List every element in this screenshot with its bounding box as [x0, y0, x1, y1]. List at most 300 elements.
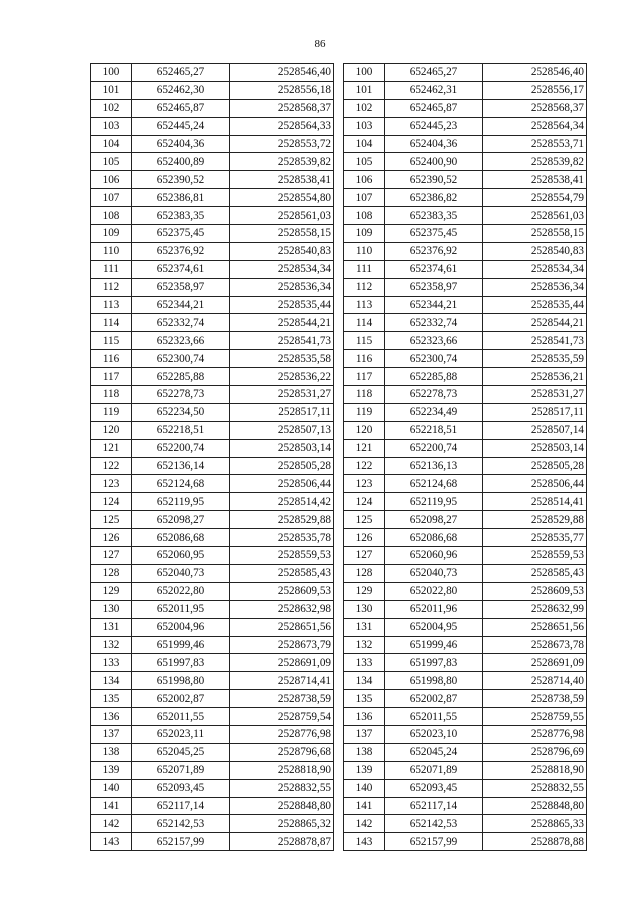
point-number-cell: 121 — [344, 439, 385, 457]
point-number-cell: 129 — [344, 582, 385, 600]
table-row — [344, 117, 587, 135]
x-coordinate-cell: 652086,68 — [385, 529, 483, 547]
x-coordinate-cell: 652462,31 — [385, 81, 483, 99]
point-number-cell: 139 — [344, 761, 385, 779]
y-coordinate-cell: 2528541,73 — [230, 332, 334, 350]
table-row — [91, 511, 334, 529]
y-coordinate-cell: 2528564,33 — [230, 117, 334, 135]
point-number-cell: 122 — [344, 457, 385, 475]
y-coordinate-cell: 2528796,68 — [230, 743, 334, 761]
x-coordinate-cell: 652400,90 — [385, 153, 483, 171]
x-coordinate-cell: 652093,45 — [132, 779, 230, 797]
y-coordinate-cell: 2528506,44 — [230, 475, 334, 493]
y-coordinate-cell: 2528651,56 — [483, 618, 587, 636]
point-number-cell: 130 — [344, 600, 385, 618]
table-row — [344, 600, 587, 618]
y-coordinate-cell: 2528568,37 — [483, 99, 587, 117]
y-coordinate-cell: 2528832,55 — [483, 779, 587, 797]
y-coordinate-cell: 2528558,15 — [483, 225, 587, 243]
x-coordinate-cell: 652004,95 — [385, 618, 483, 636]
table-row — [344, 439, 587, 457]
table-row — [344, 725, 587, 743]
point-number-cell: 103 — [344, 117, 385, 135]
point-number-cell: 140 — [91, 779, 132, 797]
point-number-cell: 137 — [344, 725, 385, 743]
x-coordinate-cell: 652200,74 — [132, 439, 230, 457]
point-number-cell: 117 — [91, 368, 132, 386]
point-number-cell: 142 — [344, 815, 385, 833]
y-coordinate-cell: 2528832,55 — [230, 779, 334, 797]
y-coordinate-cell: 2528553,72 — [230, 135, 334, 153]
point-number-cell: 119 — [344, 403, 385, 421]
point-number-cell: 101 — [344, 81, 385, 99]
y-coordinate-cell: 2528544,21 — [230, 314, 334, 332]
point-number-cell: 110 — [344, 242, 385, 260]
table-row — [91, 81, 334, 99]
table-row — [91, 439, 334, 457]
x-coordinate-cell: 652445,23 — [385, 117, 483, 135]
point-number-cell: 137 — [91, 725, 132, 743]
point-number-cell: 111 — [91, 260, 132, 278]
y-coordinate-cell: 2528553,71 — [483, 135, 587, 153]
x-coordinate-cell: 652136,13 — [385, 457, 483, 475]
point-number-cell: 108 — [344, 207, 385, 225]
table-row — [91, 475, 334, 493]
y-coordinate-cell: 2528585,43 — [230, 564, 334, 582]
point-number-cell: 126 — [91, 529, 132, 547]
x-coordinate-cell: 652462,30 — [132, 81, 230, 99]
x-coordinate-cell: 652136,14 — [132, 457, 230, 475]
table-row — [344, 457, 587, 475]
point-number-cell: 125 — [344, 511, 385, 529]
point-number-cell: 111 — [344, 260, 385, 278]
x-coordinate-cell: 652285,88 — [385, 368, 483, 386]
table-row — [344, 672, 587, 690]
x-coordinate-cell: 652374,61 — [132, 260, 230, 278]
y-coordinate-cell: 2528738,59 — [230, 690, 334, 708]
x-coordinate-cell: 652022,80 — [132, 582, 230, 600]
y-coordinate-cell: 2528539,82 — [483, 153, 587, 171]
table-row — [91, 117, 334, 135]
y-coordinate-cell: 2528558,15 — [230, 225, 334, 243]
point-number-cell: 102 — [344, 99, 385, 117]
x-coordinate-cell: 652022,80 — [385, 582, 483, 600]
point-number-cell: 107 — [344, 189, 385, 207]
point-number-cell: 141 — [344, 797, 385, 815]
x-coordinate-cell: 652323,66 — [385, 332, 483, 350]
table-row — [91, 708, 334, 726]
x-coordinate-cell: 652465,27 — [132, 64, 230, 82]
table-row — [91, 189, 334, 207]
x-coordinate-cell: 652332,74 — [385, 314, 483, 332]
table-row — [344, 833, 587, 851]
y-coordinate-cell: 2528534,34 — [230, 260, 334, 278]
x-coordinate-cell: 652157,99 — [385, 833, 483, 851]
y-coordinate-cell: 2528507,14 — [483, 421, 587, 439]
point-number-cell: 119 — [91, 403, 132, 421]
y-coordinate-cell: 2528776,98 — [230, 725, 334, 743]
table-row — [91, 278, 334, 296]
x-coordinate-cell: 652445,24 — [132, 117, 230, 135]
y-coordinate-cell: 2528796,69 — [483, 743, 587, 761]
point-number-cell: 100 — [344, 64, 385, 82]
y-coordinate-cell: 2528535,59 — [483, 350, 587, 368]
y-coordinate-cell: 2528673,78 — [483, 636, 587, 654]
y-coordinate-cell: 2528609,53 — [483, 582, 587, 600]
y-coordinate-cell: 2528529,88 — [230, 511, 334, 529]
table-row — [344, 99, 587, 117]
point-number-cell: 106 — [344, 171, 385, 189]
y-coordinate-cell: 2528531,27 — [483, 386, 587, 404]
table-row — [91, 564, 334, 582]
x-coordinate-cell: 652023,11 — [132, 725, 230, 743]
table-row — [91, 242, 334, 260]
point-number-cell: 135 — [91, 690, 132, 708]
y-coordinate-cell: 2528714,41 — [230, 672, 334, 690]
x-coordinate-cell: 652358,97 — [132, 278, 230, 296]
x-coordinate-cell: 652011,55 — [132, 708, 230, 726]
x-coordinate-cell: 652060,96 — [385, 547, 483, 565]
y-coordinate-cell: 2528538,41 — [483, 171, 587, 189]
coordinates-table-left — [90, 63, 334, 851]
y-coordinate-cell: 2528535,44 — [483, 296, 587, 314]
x-coordinate-cell: 652071,89 — [132, 761, 230, 779]
point-number-cell: 138 — [344, 743, 385, 761]
x-coordinate-cell: 652157,99 — [132, 833, 230, 851]
table-row — [91, 493, 334, 511]
y-coordinate-cell: 2528536,21 — [483, 368, 587, 386]
table-row — [344, 386, 587, 404]
table-row — [91, 618, 334, 636]
y-coordinate-cell: 2528878,87 — [230, 833, 334, 851]
point-number-cell: 130 — [91, 600, 132, 618]
x-coordinate-cell: 652045,24 — [385, 743, 483, 761]
point-number-cell: 101 — [91, 81, 132, 99]
y-coordinate-cell: 2528556,18 — [230, 81, 334, 99]
x-coordinate-cell: 652376,92 — [132, 242, 230, 260]
point-number-cell: 104 — [344, 135, 385, 153]
y-coordinate-cell: 2528514,41 — [483, 493, 587, 511]
x-coordinate-cell: 651999,46 — [385, 636, 483, 654]
point-number-cell: 131 — [344, 618, 385, 636]
x-coordinate-cell: 651998,80 — [385, 672, 483, 690]
x-coordinate-cell: 652011,96 — [385, 600, 483, 618]
table-row — [344, 475, 587, 493]
point-number-cell: 105 — [91, 153, 132, 171]
point-number-cell: 128 — [91, 564, 132, 582]
x-coordinate-cell: 652218,51 — [132, 421, 230, 439]
point-number-cell: 118 — [91, 386, 132, 404]
point-number-cell: 143 — [91, 833, 132, 851]
y-coordinate-cell: 2528865,32 — [230, 815, 334, 833]
point-number-cell: 124 — [344, 493, 385, 511]
point-number-cell: 109 — [344, 225, 385, 243]
x-coordinate-cell: 652071,89 — [385, 761, 483, 779]
point-number-cell: 110 — [91, 242, 132, 260]
point-number-cell: 128 — [344, 564, 385, 582]
table-row — [91, 153, 334, 171]
y-coordinate-cell: 2528544,21 — [483, 314, 587, 332]
y-coordinate-cell: 2528818,90 — [230, 761, 334, 779]
y-coordinate-cell: 2528546,40 — [230, 64, 334, 82]
point-number-cell: 127 — [91, 547, 132, 565]
table-row — [91, 350, 334, 368]
y-coordinate-cell: 2528531,27 — [230, 386, 334, 404]
y-coordinate-cell: 2528585,43 — [483, 564, 587, 582]
y-coordinate-cell: 2528535,77 — [483, 529, 587, 547]
y-coordinate-cell: 2528559,53 — [483, 547, 587, 565]
y-coordinate-cell: 2528503,14 — [230, 439, 334, 457]
y-coordinate-cell: 2528609,53 — [230, 582, 334, 600]
table-row — [91, 815, 334, 833]
x-coordinate-cell: 652390,52 — [132, 171, 230, 189]
table-row — [344, 654, 587, 672]
y-coordinate-cell: 2528554,80 — [230, 189, 334, 207]
y-coordinate-cell: 2528505,28 — [230, 457, 334, 475]
x-coordinate-cell: 652374,61 — [385, 260, 483, 278]
table-row — [91, 207, 334, 225]
x-coordinate-cell: 652383,35 — [385, 207, 483, 225]
point-number-cell: 127 — [344, 547, 385, 565]
table-row — [344, 690, 587, 708]
table-row — [344, 368, 587, 386]
x-coordinate-cell: 652376,92 — [385, 242, 483, 260]
table-row — [344, 314, 587, 332]
x-coordinate-cell: 652344,21 — [132, 296, 230, 314]
x-coordinate-cell: 652045,25 — [132, 743, 230, 761]
point-number-cell: 136 — [91, 708, 132, 726]
point-number-cell: 136 — [344, 708, 385, 726]
x-coordinate-cell: 652040,73 — [385, 564, 483, 582]
table-row — [91, 225, 334, 243]
table-row — [91, 403, 334, 421]
y-coordinate-cell: 2528691,09 — [483, 654, 587, 672]
y-coordinate-cell: 2528535,44 — [230, 296, 334, 314]
y-coordinate-cell: 2528865,33 — [483, 815, 587, 833]
table-row — [91, 64, 334, 82]
y-coordinate-cell: 2528506,44 — [483, 475, 587, 493]
x-coordinate-cell: 652002,87 — [132, 690, 230, 708]
y-coordinate-cell: 2528759,55 — [483, 708, 587, 726]
y-coordinate-cell: 2528554,79 — [483, 189, 587, 207]
x-coordinate-cell: 652011,95 — [132, 600, 230, 618]
x-coordinate-cell: 652278,73 — [132, 386, 230, 404]
y-coordinate-cell: 2528535,78 — [230, 529, 334, 547]
y-coordinate-cell: 2528561,03 — [483, 207, 587, 225]
x-coordinate-cell: 652142,53 — [385, 815, 483, 833]
y-coordinate-cell: 2528818,90 — [483, 761, 587, 779]
y-coordinate-cell: 2528517,11 — [230, 403, 334, 421]
table-row — [344, 529, 587, 547]
x-coordinate-cell: 652218,51 — [385, 421, 483, 439]
point-number-cell: 123 — [91, 475, 132, 493]
x-coordinate-cell: 652098,27 — [385, 511, 483, 529]
table-row — [344, 81, 587, 99]
table-row — [344, 761, 587, 779]
table-row — [91, 386, 334, 404]
x-coordinate-cell: 652098,27 — [132, 511, 230, 529]
x-coordinate-cell: 652375,45 — [385, 225, 483, 243]
table-row — [344, 242, 587, 260]
x-coordinate-cell: 652124,68 — [132, 475, 230, 493]
table-row — [91, 296, 334, 314]
x-coordinate-cell: 652465,87 — [385, 99, 483, 117]
x-coordinate-cell: 652383,35 — [132, 207, 230, 225]
table-row — [344, 153, 587, 171]
point-number-cell: 139 — [91, 761, 132, 779]
table-row — [91, 743, 334, 761]
y-coordinate-cell: 2528759,54 — [230, 708, 334, 726]
x-coordinate-cell: 652200,74 — [385, 439, 483, 457]
table-row — [344, 582, 587, 600]
y-coordinate-cell: 2528535,58 — [230, 350, 334, 368]
table-row — [344, 636, 587, 654]
y-coordinate-cell: 2528540,83 — [230, 242, 334, 260]
point-number-cell: 120 — [344, 421, 385, 439]
table-row — [344, 779, 587, 797]
point-number-cell: 108 — [91, 207, 132, 225]
y-coordinate-cell: 2528878,88 — [483, 833, 587, 851]
table-row — [344, 260, 587, 278]
x-coordinate-cell: 652234,50 — [132, 403, 230, 421]
y-coordinate-cell: 2528651,56 — [230, 618, 334, 636]
point-number-cell: 132 — [344, 636, 385, 654]
point-number-cell: 124 — [91, 493, 132, 511]
y-coordinate-cell: 2528559,53 — [230, 547, 334, 565]
table-row — [344, 296, 587, 314]
table-row — [344, 564, 587, 582]
point-number-cell: 115 — [91, 332, 132, 350]
y-coordinate-cell: 2528714,40 — [483, 672, 587, 690]
y-coordinate-cell: 2528536,34 — [483, 278, 587, 296]
y-coordinate-cell: 2528848,80 — [230, 797, 334, 815]
point-number-cell: 116 — [91, 350, 132, 368]
table-row — [91, 833, 334, 851]
y-coordinate-cell: 2528507,13 — [230, 421, 334, 439]
x-coordinate-cell: 652119,95 — [385, 493, 483, 511]
point-number-cell: 109 — [91, 225, 132, 243]
point-number-cell: 125 — [91, 511, 132, 529]
y-coordinate-cell: 2528541,73 — [483, 332, 587, 350]
y-coordinate-cell: 2528691,09 — [230, 654, 334, 672]
table-row — [344, 421, 587, 439]
table-row — [91, 690, 334, 708]
point-number-cell: 133 — [91, 654, 132, 672]
point-number-cell: 135 — [344, 690, 385, 708]
table-row — [91, 654, 334, 672]
table-row — [344, 403, 587, 421]
point-number-cell: 126 — [344, 529, 385, 547]
table-row — [91, 797, 334, 815]
table-row — [91, 421, 334, 439]
y-coordinate-cell: 2528536,22 — [230, 368, 334, 386]
point-number-cell: 106 — [91, 171, 132, 189]
x-coordinate-cell: 652002,87 — [385, 690, 483, 708]
table-row — [344, 278, 587, 296]
y-coordinate-cell: 2528517,11 — [483, 403, 587, 421]
x-coordinate-cell: 652142,53 — [132, 815, 230, 833]
y-coordinate-cell: 2528540,83 — [483, 242, 587, 260]
y-coordinate-cell: 2528503,14 — [483, 439, 587, 457]
table-row — [344, 708, 587, 726]
point-number-cell: 105 — [344, 153, 385, 171]
coordinates-table-left-body — [91, 64, 334, 851]
table-row — [91, 368, 334, 386]
x-coordinate-cell: 652323,66 — [132, 332, 230, 350]
y-coordinate-cell: 2528568,37 — [230, 99, 334, 117]
table-row — [91, 260, 334, 278]
x-coordinate-cell: 652011,55 — [385, 708, 483, 726]
table-row — [91, 99, 334, 117]
y-coordinate-cell: 2528848,80 — [483, 797, 587, 815]
table-row — [91, 582, 334, 600]
point-number-cell: 114 — [344, 314, 385, 332]
table-row — [91, 779, 334, 797]
table-row — [344, 815, 587, 833]
y-coordinate-cell: 2528546,40 — [483, 64, 587, 82]
point-number-cell: 122 — [91, 457, 132, 475]
x-coordinate-cell: 652093,45 — [385, 779, 483, 797]
table-row — [91, 529, 334, 547]
point-number-cell: 117 — [344, 368, 385, 386]
point-number-cell: 123 — [344, 475, 385, 493]
x-coordinate-cell: 652234,49 — [385, 403, 483, 421]
y-coordinate-cell: 2528514,42 — [230, 493, 334, 511]
table-row — [344, 225, 587, 243]
table-row — [344, 493, 587, 511]
point-number-cell: 143 — [344, 833, 385, 851]
page-number: 86 — [314, 38, 326, 50]
point-number-cell: 142 — [91, 815, 132, 833]
table-row — [344, 189, 587, 207]
table-row — [91, 135, 334, 153]
x-coordinate-cell: 652300,74 — [132, 350, 230, 368]
x-coordinate-cell: 652023,10 — [385, 725, 483, 743]
y-coordinate-cell: 2528673,79 — [230, 636, 334, 654]
y-coordinate-cell: 2528776,98 — [483, 725, 587, 743]
point-number-cell: 141 — [91, 797, 132, 815]
x-coordinate-cell: 652386,82 — [385, 189, 483, 207]
point-number-cell: 112 — [91, 278, 132, 296]
point-number-cell: 131 — [91, 618, 132, 636]
coordinates-table-right-body — [344, 64, 587, 851]
table-row — [344, 350, 587, 368]
x-coordinate-cell: 651998,80 — [132, 672, 230, 690]
y-coordinate-cell: 2528539,82 — [230, 153, 334, 171]
y-coordinate-cell: 2528538,41 — [230, 171, 334, 189]
point-number-cell: 113 — [91, 296, 132, 314]
y-coordinate-cell: 2528561,03 — [230, 207, 334, 225]
x-coordinate-cell: 652124,68 — [385, 475, 483, 493]
y-coordinate-cell: 2528505,28 — [483, 457, 587, 475]
table-row — [91, 171, 334, 189]
x-coordinate-cell: 651997,83 — [385, 654, 483, 672]
point-number-cell: 116 — [344, 350, 385, 368]
point-number-cell: 133 — [344, 654, 385, 672]
table-row — [344, 64, 587, 82]
y-coordinate-cell: 2528632,98 — [230, 600, 334, 618]
table-row — [91, 314, 334, 332]
table-row — [91, 457, 334, 475]
x-coordinate-cell: 652117,14 — [385, 797, 483, 815]
point-number-cell: 113 — [344, 296, 385, 314]
x-coordinate-cell: 652004,96 — [132, 618, 230, 636]
point-number-cell: 129 — [91, 582, 132, 600]
table-row — [344, 207, 587, 225]
x-coordinate-cell: 652404,36 — [132, 135, 230, 153]
x-coordinate-cell: 652060,95 — [132, 547, 230, 565]
x-coordinate-cell: 652117,14 — [132, 797, 230, 815]
